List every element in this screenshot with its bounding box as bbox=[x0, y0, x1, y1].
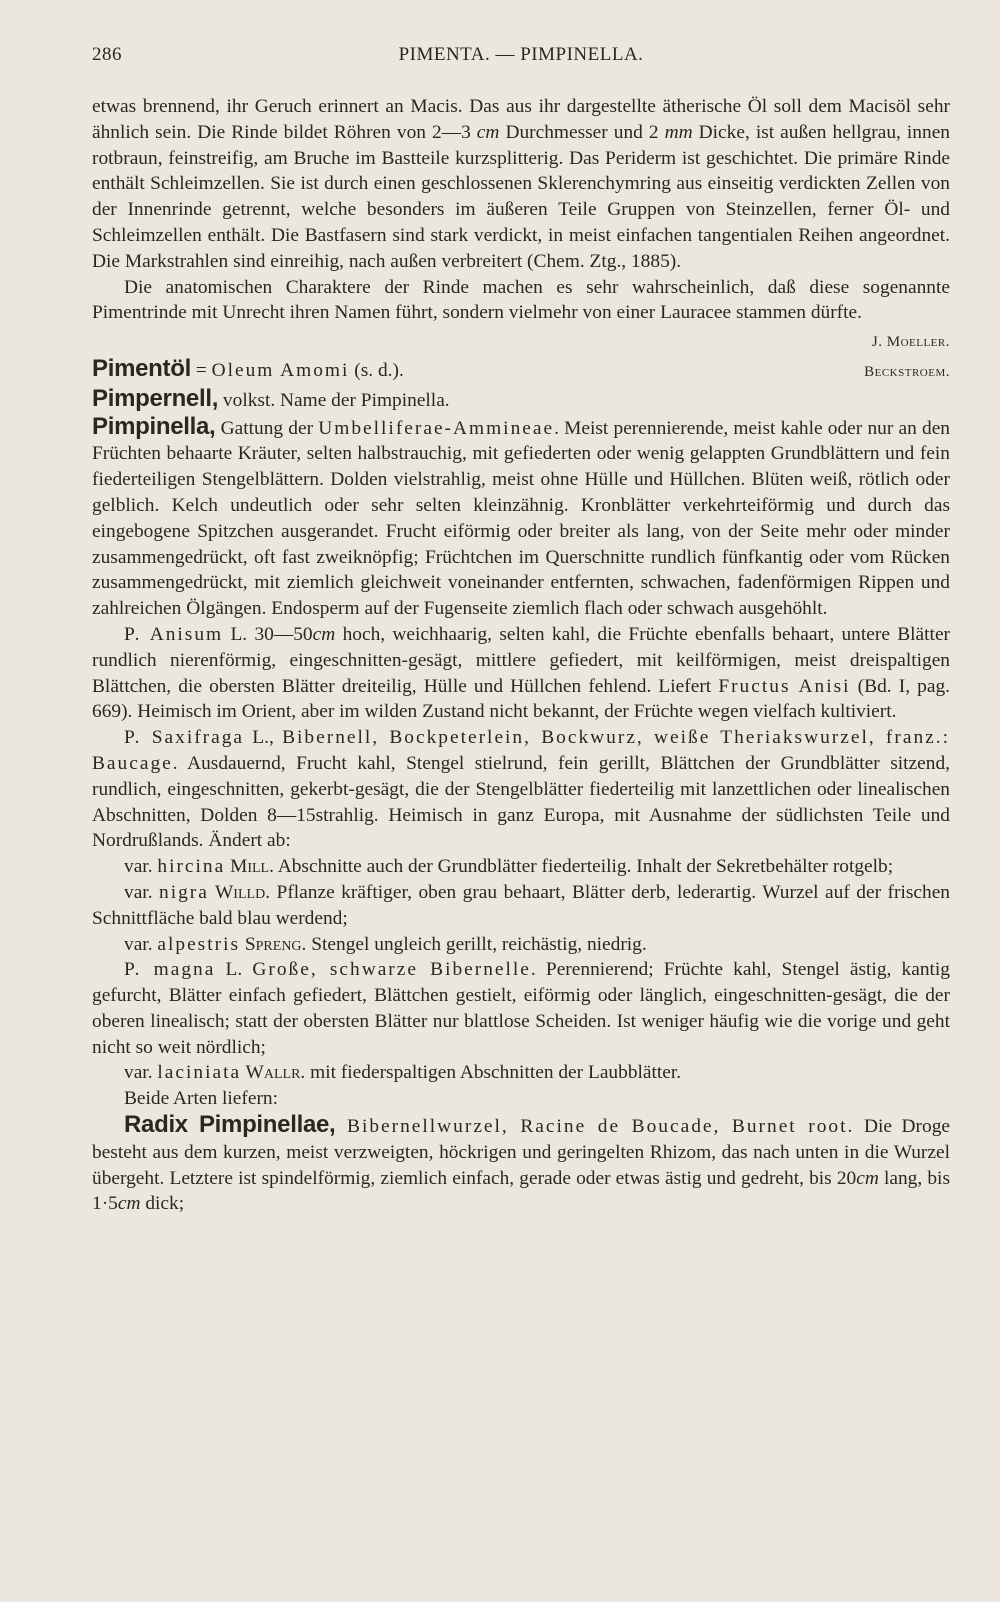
variety-item: var. nigra Willd. Pflanze kräftiger, oben grau behaart, Blätter derb, lederartig. Wurzel auf der frischen Schnittfläche bald blau werdend; bbox=[92, 881, 950, 929]
entry-radix-pimpinellae: Radix Pimpinellae, Bibernellwurzel, Racine de Boucade, Burnet root. Die Droge besteht aus dem kurzen, meist verzweigten, höckrigen und geringelten Rhizom, das nach unten in die Wurzel übergeht. Letztere ist spindelförmig, ziemlich einfach, gerade oder etwas ästig und gedreht, bis 20cm lang, bis 1·5cm dick; bbox=[92, 1111, 950, 1215]
species-anisum: P. Anisum L. 30—50cm hoch, weichhaarig, selten kahl, die Früchte ebenfalls behaart, untere Blätter rundlich nierenförmig, eingeschnitten-gesägt, mittlere gefiedert, mit keilförmigen, meist dreispaltigen Blättchen, die obersten Blätter dreiteilig, Hülle und Hüllchen fehlend. Liefert Fructus Anisi (Bd. I, pag. 669). Heimisch im Orient, aber im wilden Zustand nicht bekannt, der Früchte wegen vielfach kultiviert. bbox=[92, 623, 951, 723]
body-text bbox=[92, 94, 950, 1217]
variety-item: var. hircina Mill. Abschnitte auch der Grundblätter fiederteilig. Inhalt der Sekretbehälter rotgelb; bbox=[124, 856, 894, 878]
page-header bbox=[92, 40, 950, 76]
intro-paragraph: etwas brennend, ihr Geruch erinnert an Macis. Das aus ihr dargestellte ätherische Öl soll dem Macisöl sehr ähnlich sein. Die Rinde bildet Röhren von 2—3 cm Durchmesser und 2 mm Dicke, ist außen hellgrau, innen rotbraun, feinstreifig, am Bruche im Bastteile kurzsplitterig. Das Periderm ist geschichtet. Die primäre Rinde enthält Schleimzellen. Sie ist durch einen geschlossenen Sklerenchymring aus einseitig verdickten Zellen von der Innenrinde getrennt, welche besonders im äußeren Teile Gruppen von Steinzellen, ferner Öl- und Schleimzellen enthält. Die Bastfasern sind stark verdickt, in meist einfachen tangentialen Reihen angeordnet. Die Markstrahlen sind einreihig, nach außen verbreitert (Chem. Ztg., 1885). bbox=[92, 96, 950, 272]
headword: Pimpinella, bbox=[92, 412, 216, 440]
author-signature: J. Moeller. bbox=[871, 334, 950, 351]
entry-pimentoel: Pimentöl = Oleum Amomi (s. d.). Beckstroem. bbox=[92, 356, 950, 384]
species-saxifraga: P. Saxifraga L., Bibernell, Bockpeterlein, Bockwurz, weiße Theriakswurzel, franz.: Baucage. Ausdauernd, Frucht kahl, Stengel stielrund, fein gerillt, Blättchen der Grundblätter sitzend, rundlich, eingeschnitten, gekerbt-gesägt, die der Stengelblätter fiederteilig mit lanzettlichen oder linealischen Abschnitten, Dolden 8—15strahlig. Heimisch in ganz Europa, mit Ausnahme der südlichsten Teile und Nordrußlands. Ändert ab: bbox=[92, 727, 950, 852]
variety-item: var. laciniata Wallr. mit fiederspaltigen Abschnitten der Laubblätter. bbox=[124, 1062, 682, 1084]
entry-pimpernell: Pimpernell, volkst. Name der Pimpinella. bbox=[92, 384, 450, 412]
variety-item: var. alpestris Spreng. Stengel ungleich gerillt, reichästig, niedrig. bbox=[124, 933, 647, 955]
entry-pimpinella: Pimpinella, Gattung der Umbelliferae-Ammineae. Meist perennierende, meist kahle oder nur an den Früchten behaarte Kräuter, selten halbstrauchig, mit gefiederten oder wenig gelappten Grundblättern und fein fiederteiligen Stengelblättern. Dolden vielstrahlig, meist ohne Hülle und Hüllchen. Blüten weiß, rötlich oder gelblich. Kelch undeutlich oder sehr selten kleinzähnig. Kronblätter verkehrteiförmig und durch das eingebogene Spitzchen ausgerandet. Frucht eiförmig oder breiter als lang, von der Seite mehr oder minder zusammengedrückt, oft fast zweiknöpfig; Früchtchen im Querschnitte rundlich fünfkantig oder vom Rücken zusammengedrückt, mit ziemlich gleichweit voneinander entfernten, schwachen, fadenförmigen Rippen und zahlreichen Ölgängen. Endosperm auf der Fugenseite ziemlich flach oder schwach ausgehöhlt. bbox=[92, 412, 950, 620]
headword: Pimpernell, bbox=[92, 384, 219, 412]
headword: Pimentöl bbox=[92, 354, 191, 382]
species-magna: P. magna L. Große, schwarze Bibernelle. Perennierend; Früchte kahl, Stengel ästig, kantig gefurcht, Blätter einfach gefiedert, Blättchen gestielt, eiförmig oder länglich, eingeschnitten-gesägt, die der oberen linealisch; statt der obersten Blätter nur blattlose Scheiden. Ist weniger häufig wie die vorige und geht nicht so weit nördlich; bbox=[92, 959, 950, 1058]
author-signature: Beckstroem. bbox=[864, 363, 950, 380]
running-title: PIMENTA. — PIMPINELLA. bbox=[398, 44, 644, 65]
page-number: 286 bbox=[92, 44, 122, 65]
anatomy-paragraph: Die anatomischen Charaktere der Rinde machen es sehr wahrscheinlich, daß diese sogenannte Pimentrinde mit Unrecht ihren Namen führt, sondern vielmehr von einer Lauracee stammen dürfte. J. Moeller. bbox=[92, 275, 950, 327]
headword: Radix Pimpinellae, bbox=[124, 1111, 336, 1139]
both-species-note: Beide Arten liefern: bbox=[124, 1088, 278, 1110]
